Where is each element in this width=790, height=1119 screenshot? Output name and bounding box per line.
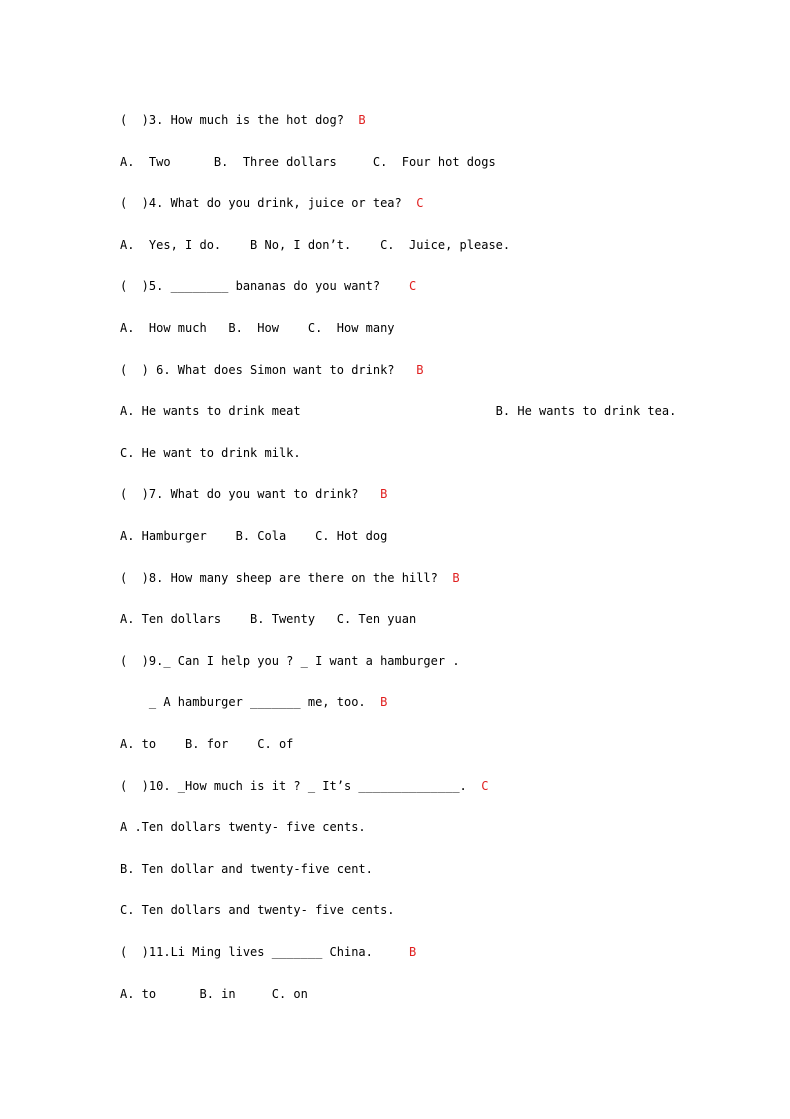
question-4-stem (120, 194, 423, 212)
question-text: ( )11.Li Ming lives _______ China. (120, 945, 409, 959)
question-text: ( )4. What do you drink, juice or tea? (120, 196, 417, 210)
question-6-options-c: C. He want to drink milk. (120, 446, 301, 460)
answer-key: C (481, 779, 489, 793)
question-11-stem (120, 943, 416, 961)
question-6-options-a-b: A. He wants to drink meat B. He wants to drink tea. (120, 404, 677, 418)
answer-key: B (380, 487, 388, 501)
question-10-option-c: C. Ten dollars and twenty- five cents. (120, 903, 395, 917)
question-7-stem (120, 485, 387, 503)
answer-key: C (416, 196, 424, 210)
question-3-stem (120, 111, 366, 129)
question-7-options: A. Hamburger B. Cola C. Hot dog (120, 529, 388, 543)
question-text: ( )8. How many sheep are there on the hill? (120, 571, 453, 585)
question-8-stem (120, 569, 460, 587)
answer-key: B (416, 363, 424, 377)
question-text: ( ) 6. What does Simon want to drink? (120, 363, 417, 377)
answer-key: B (358, 113, 366, 127)
answer-key: B (408, 945, 417, 959)
answer-key: C (408, 279, 417, 293)
question-10-option-a: A .Ten dollars twenty- five cents. (120, 820, 366, 834)
question-text: _ A hamburger _______ me, too. (120, 695, 381, 709)
question-text: ( )10. _How much is it ? _ It’s ______________. (120, 779, 482, 793)
question-10-stem (120, 777, 488, 795)
answer-key: B (380, 695, 388, 709)
question-10-option-b: B. Ten dollar and twenty-five cent. (120, 862, 373, 876)
question-text: ( )3. How much is the hot dog? (120, 113, 359, 127)
question-9-options: A. to B. for C. of (120, 737, 294, 751)
question-9-stem-continued (120, 693, 387, 711)
question-4-options: A. Yes, I do. B No, I don’t. C. Juice, please. (120, 238, 511, 252)
answer-key: B (452, 571, 460, 585)
question-6-stem (120, 361, 423, 379)
question-11-options: A. to B. in C. on (120, 987, 308, 1001)
question-text: ( )5. ________ bananas do you want? (120, 279, 409, 293)
question-9-stem: ( )9._ Can I help you ? _ I want a hamburger . (120, 654, 460, 668)
question-8-options: A. Ten dollars B. Twenty C. Ten yuan (120, 612, 417, 626)
question-3-options: A. Two B. Three dollars C. Four hot dogs (120, 155, 496, 169)
question-text: ( )7. What do you want to drink? (120, 487, 381, 501)
question-5-stem (120, 277, 416, 295)
question-5-options: A. How much B. How C. How many (120, 321, 395, 335)
